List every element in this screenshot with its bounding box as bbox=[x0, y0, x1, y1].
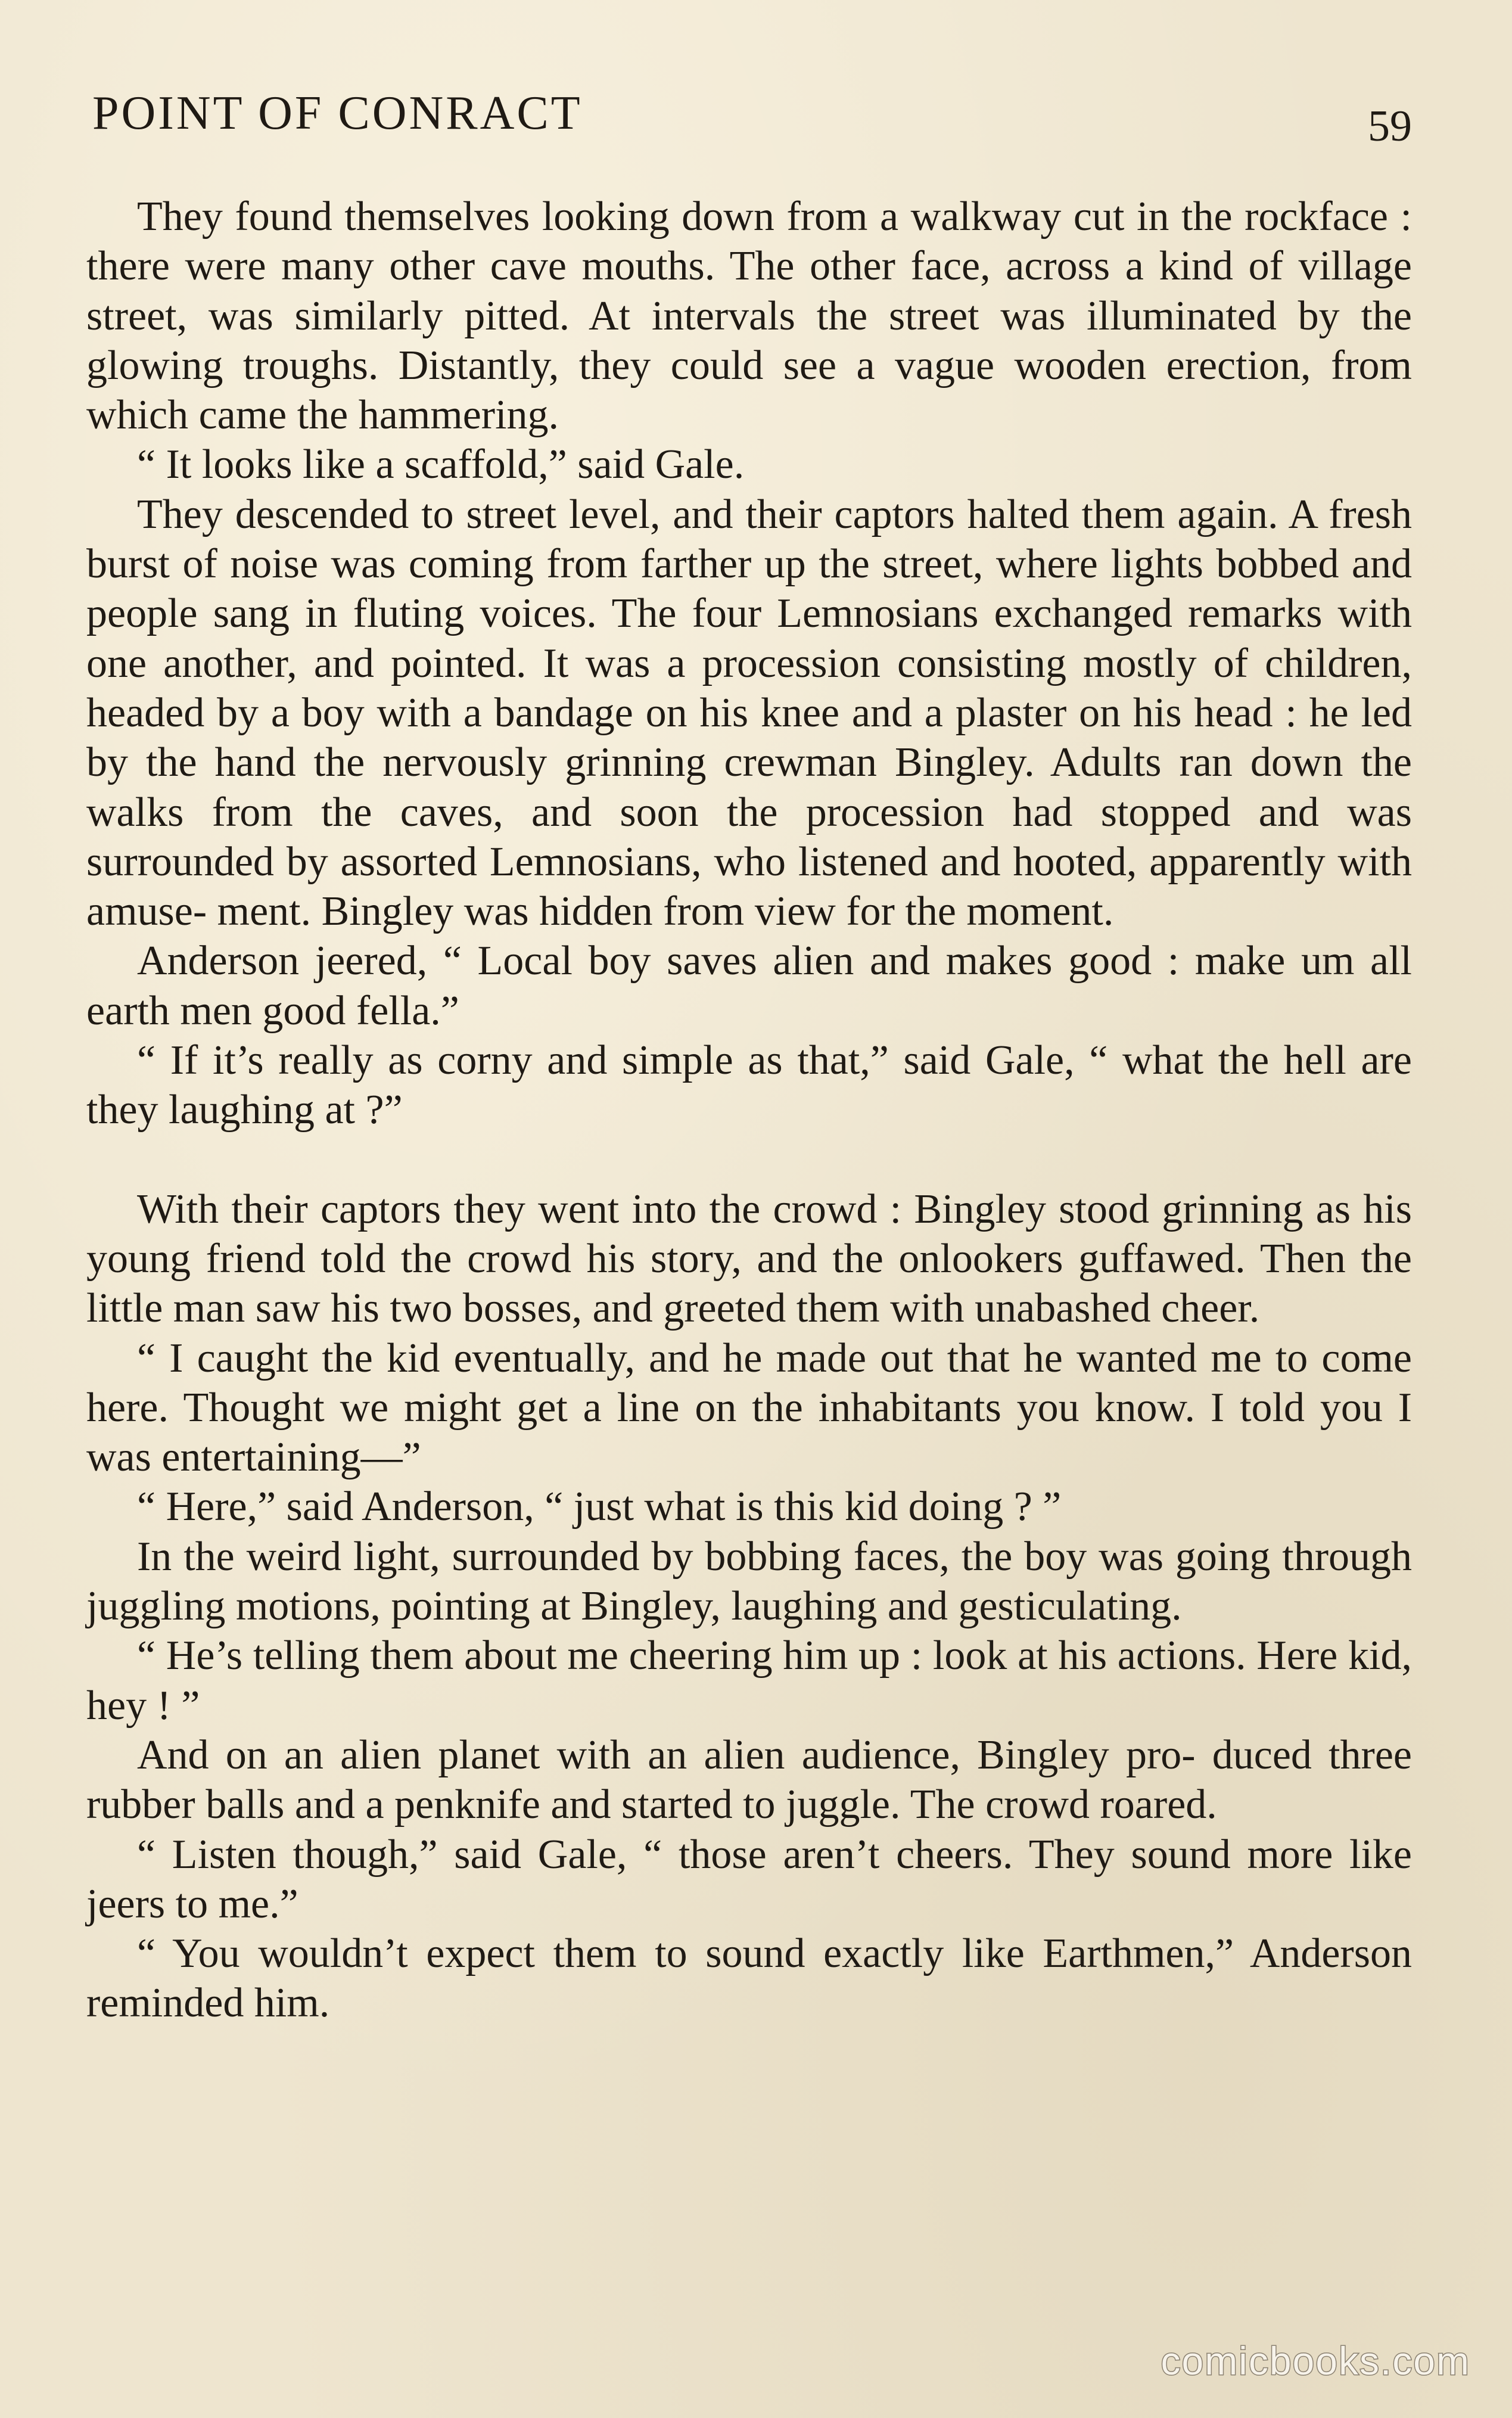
paragraph: They found themselves looking down from a walkway cut in the rockface : there were many other cave mouths. The other face, across a kind of village street, was similarly pitted. At intervals the street was illuminated by the glowing troughs. Distantly, they could see a vague wooden erection, from which came the hammering. bbox=[86, 194, 1412, 439]
paragraph: “ It looks like a scaffold,” said Gale. bbox=[137, 442, 745, 488]
page-number: 59 bbox=[1368, 102, 1412, 151]
paragraph: With their captors they went into the crowd : Bingley stood grinning as his young friend told the crowd his story, and the onlookers guffawed. Then the little man saw his two bosses, and greeted them with unabashed cheer. bbox=[86, 1186, 1412, 1332]
paragraph: “ If it’s really as corny and simple as that,” said Gale, “ what the hell are they laughing at ?” bbox=[86, 1037, 1412, 1133]
body-text bbox=[86, 192, 1412, 2028]
paragraph: “ He’s telling them about me cheering him up : look at his actions. Here kid, hey ! ” bbox=[86, 1633, 1412, 1729]
paragraph: They descended to street level, and their captors halted them again. A fresh burst of noise was coming from farther up the street, where lights bobbed and people sang in fluting voices. The four Lemnosians exchanged remarks with one another, and pointed. It was a procession consisting mostly of children, headed by a boy with a bandage on his knee and a plaster on his head : he led by the hand the nervously grinning crewman Bingley. Adults ran down the walks from the caves, and soon the procession had stopped and was surrounded by assorted Lemnosians, who listened and hooted, apparently with amuse- ment. Bingley was hidden from view for the moment. bbox=[86, 491, 1412, 935]
paragraph: Anderson jeered, “ Local boy saves alien and makes good : make um all earth men good fella.” bbox=[86, 938, 1412, 1034]
paragraph: “ You wouldn’t expect them to sound exactly like Earthmen,” Anderson reminded him. bbox=[86, 1931, 1412, 2027]
paragraph: “ Listen though,” said Gale, “ those aren’t cheers. They sound more like jeers to me.” bbox=[86, 1831, 1412, 1927]
paragraph: “ Here,” said Anderson, “ just what is this kid doing ? ” bbox=[137, 1484, 1062, 1530]
watermark: comicbooks.com bbox=[1161, 2339, 1470, 2383]
paragraph: “ I caught the kid eventually, and he made out that he wanted me to come here. Thought we might get a line on the inhabitants you know. I told you I was entertaining—” bbox=[86, 1335, 1412, 1481]
paragraph: In the weird light, surrounded by bobbing faces, the boy was going through juggling motions, pointing at Bingley, laughing and gesticulating. bbox=[86, 1533, 1412, 1630]
running-head-title: POINT OF CONRACT bbox=[92, 87, 583, 139]
paragraph: And on an alien planet with an alien audience, Bingley pro- duced three rubber balls and a penknife and started to juggle. The crowd roared. bbox=[86, 1732, 1412, 1828]
